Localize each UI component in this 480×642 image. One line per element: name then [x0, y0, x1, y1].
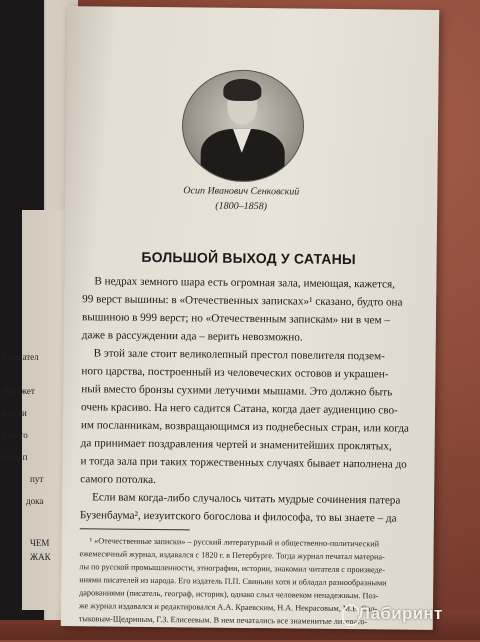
body-line: Если вам когда-либо случалось читать мудрые сочинения патера	[92, 491, 401, 507]
portrait-image	[181, 69, 304, 182]
left-page-line: ь не то	[2, 430, 28, 440]
portrait-hair	[223, 79, 261, 101]
body-line: и тогда зала при таких торжественных случаях бывает наполнена до	[80, 455, 407, 471]
watermark-logo: Лабиринт	[358, 604, 443, 623]
body-line: да принимает поздравления чертей и знаменитейших проклятых,	[80, 437, 392, 453]
footnote-line: же журнал издавался и редактировался А.А. Краевским, Н.А. Некрасовым, М.Е. Сал-	[78, 601, 378, 614]
body-line: им посланникам, возвращающимся из поднебесных стран, или когда	[80, 419, 410, 435]
portrait-caption-name: Осип Иванович Сенковский	[183, 185, 300, 198]
book-page	[61, 6, 439, 630]
footnote-line: ниями писателей из народа. Его издатель П.П. Свиньин хотя и обладал разнообразными	[79, 575, 387, 588]
body-line: 99 верст вышины: в «Отечественных записках»¹ сказано, будто она	[82, 293, 403, 309]
portrait-caption-years: (1800–1858)	[215, 200, 268, 213]
left-page-line: ЖАК	[30, 552, 51, 562]
body-line: вышиною в 999 верст; но «Отечественным запискам» ни в чем –	[81, 311, 391, 327]
left-page-line: пут ли	[2, 408, 27, 418]
footnote-line: дарованиями (писатель, географ, историк), однако слыл человеком ненадежным. Поз-	[79, 588, 379, 601]
body-line: Бузенбаума², иезуитского богослова и философа, то вы знаете – да	[79, 509, 397, 525]
footnote-line: тыковым-Щедриным, Г.З. Елисеевым. В нем печатались все знаменитые литерато-	[78, 614, 368, 627]
body-line: ный вместо бронзы сухими летучими мышами. Это должно быть	[81, 383, 393, 399]
footnote-line: ¹ «Отечественные записки» – русский литературный и общественно-политический	[89, 536, 380, 549]
body-line: даже в рассуждении ада – верить невозможно.	[81, 329, 303, 344]
footnote-line: лы по русской промышленности, этнографии, истории, знакомил читателя с произведе-	[79, 562, 386, 575]
left-page-line: ЧЕМ	[30, 538, 50, 548]
body-line: очень красиво. На него садится Сатана, когда дает аудиенцию сво-	[80, 401, 398, 417]
left-page-line: пут	[30, 474, 44, 484]
left-page-line: дока	[26, 496, 44, 506]
body-line: В недрах земного шара есть огромная зала, имеющая, кажется,	[94, 275, 395, 291]
footnote-divider	[80, 528, 190, 530]
chapter-title: БОЛЬШОЙ ВЫХОД У САТАНЫ	[141, 248, 356, 268]
left-page-line: А может	[2, 386, 35, 396]
body-line: В этой зале стоит великолепный престол повелителя подзем-	[93, 347, 385, 363]
left-page-line: чтом п	[2, 452, 28, 462]
footnote-line: ежемесячный журнал, издавался с 1820 г. в Петербурге. Тогда журнал печатал материа-	[79, 549, 385, 562]
body-line: ного царства, построенный из человеческих остовов и украшен-	[81, 365, 389, 381]
left-page-line: х писател	[2, 352, 39, 362]
body-line: самого потолка.	[80, 473, 157, 487]
